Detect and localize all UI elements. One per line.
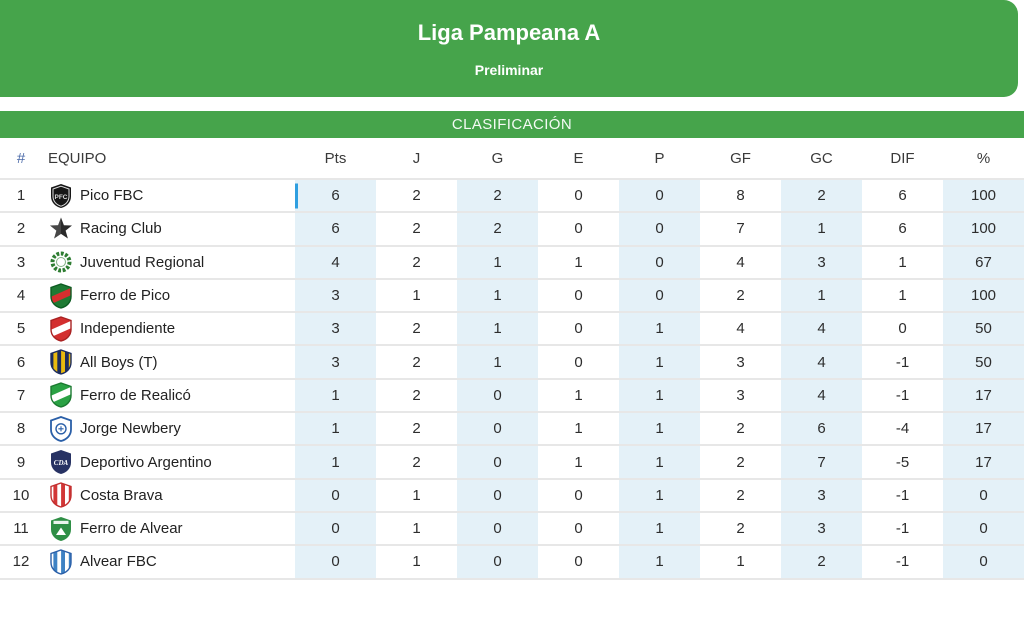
stat-j: 2: [412, 320, 421, 338]
stat-dif: -5: [895, 453, 910, 471]
stat-e: 0: [574, 520, 583, 538]
table-row[interactable]: [0, 344, 1024, 377]
team-name: Ferro de Realicó: [80, 386, 191, 404]
table-row[interactable]: [0, 378, 1024, 411]
stat-e: 0: [574, 320, 583, 338]
svg-text:CDA: CDA: [53, 459, 69, 468]
stat-dif: 0: [898, 320, 907, 338]
stat-gc: 3: [781, 480, 862, 511]
stat-pct: 0: [943, 546, 1024, 577]
stat-gc: 4: [781, 346, 862, 377]
team-crest-icon: [42, 249, 80, 275]
stat-e: 1: [574, 386, 583, 404]
team-crest-icon: [42, 516, 80, 542]
stat-gf: 2: [736, 520, 745, 538]
stat-pts: 1: [295, 380, 376, 411]
rank-cell: 12: [12, 553, 30, 571]
stat-g: 0: [457, 413, 538, 444]
column-header-gf: GF: [730, 149, 751, 167]
stat-g: 0: [457, 480, 538, 511]
stat-dif: -1: [895, 386, 910, 404]
column-header-g: G: [491, 149, 504, 167]
stat-e: 1: [574, 453, 583, 471]
team-crest-icon: [42, 382, 80, 408]
stat-pts: 6: [295, 180, 376, 211]
stat-j: 2: [412, 253, 421, 271]
stat-gf: 8: [736, 187, 745, 205]
team-crest-icon: [42, 482, 80, 508]
table-row[interactable]: [0, 311, 1024, 344]
stat-pct: 17: [943, 380, 1024, 411]
stat-p: 1: [619, 313, 700, 344]
team-crest-icon: [42, 449, 80, 475]
stat-gc: 3: [781, 247, 862, 278]
stat-p: 1: [619, 446, 700, 477]
stat-pct: 17: [943, 413, 1024, 444]
table-row[interactable]: [0, 178, 1024, 211]
stat-gf: 2: [736, 486, 745, 504]
classification-label: CLASIFICACIÓN: [451, 116, 573, 133]
team-crest-icon: [42, 183, 80, 209]
column-header-dif: DIF: [890, 149, 915, 167]
column-header-team: EQUIPO: [48, 149, 107, 167]
stat-g: 2: [457, 180, 538, 211]
table-row[interactable]: [0, 245, 1024, 278]
stat-gc: 3: [781, 513, 862, 544]
stat-pct: 0: [943, 513, 1024, 544]
stat-dif: -1: [895, 486, 910, 504]
stat-p: 0: [619, 247, 700, 278]
stat-p: 0: [619, 280, 700, 311]
rank-cell: 2: [16, 220, 26, 238]
stat-g: 0: [457, 446, 538, 477]
stat-p: 1: [619, 413, 700, 444]
team-name: Ferro de Pico: [80, 287, 171, 305]
stat-gc: 6: [781, 413, 862, 444]
rank-cell: 3: [16, 253, 26, 271]
stat-j: 1: [412, 486, 421, 504]
stat-g: 0: [457, 513, 538, 544]
stat-gc: 4: [781, 313, 862, 344]
rank-cell: 7: [16, 386, 26, 404]
stat-p: 1: [619, 346, 700, 377]
stat-gf: 3: [736, 353, 745, 371]
stat-e: 0: [574, 187, 583, 205]
stat-gc: 2: [781, 180, 862, 211]
stat-pts: 1: [295, 446, 376, 477]
table-row[interactable]: [0, 444, 1024, 477]
stat-j: 2: [412, 220, 421, 238]
stat-gf: 2: [736, 287, 745, 305]
stage-subtitle: Preliminar: [474, 62, 544, 78]
stat-j: 2: [412, 187, 421, 205]
team-crest-icon: [42, 283, 80, 309]
stat-j: 2: [412, 453, 421, 471]
stat-e: 0: [574, 553, 583, 571]
stat-g: 1: [457, 247, 538, 278]
rank-cell: 5: [16, 320, 26, 338]
stat-dif: 6: [898, 187, 907, 205]
stat-pts: 0: [295, 546, 376, 577]
column-header-j: J: [412, 149, 421, 167]
stat-g: 1: [457, 346, 538, 377]
stat-j: 1: [412, 520, 421, 538]
stat-g: 1: [457, 313, 538, 344]
stat-j: 2: [412, 353, 421, 371]
table-row[interactable]: [0, 511, 1024, 544]
stat-dif: -4: [895, 420, 910, 438]
team-crest-icon: [42, 216, 80, 242]
rank-cell: 6: [16, 353, 26, 371]
stat-dif: -1: [895, 353, 910, 371]
stat-gc: 4: [781, 380, 862, 411]
team-name: Jorge Newbery: [80, 420, 181, 438]
stat-p: 0: [619, 180, 700, 211]
stat-pts: 3: [295, 280, 376, 311]
stat-pct: 100: [943, 180, 1024, 211]
stat-gc: 7: [781, 446, 862, 477]
column-header-pct: %: [976, 149, 991, 167]
stat-dif: -1: [895, 553, 910, 571]
table-row[interactable]: [0, 411, 1024, 444]
stat-gf: 4: [736, 320, 745, 338]
rank-cell: 4: [16, 287, 26, 305]
stat-j: 2: [412, 386, 421, 404]
stat-gf: 7: [736, 220, 745, 238]
stat-g: 0: [457, 380, 538, 411]
stat-gc: 1: [781, 213, 862, 244]
stat-gf: 2: [736, 420, 745, 438]
table-row[interactable]: [0, 278, 1024, 311]
stat-dif: -1: [895, 520, 910, 538]
stat-j: 1: [412, 553, 421, 571]
team-name: Independiente: [80, 320, 176, 338]
team-crest-icon: [42, 549, 80, 575]
rank-cell: 9: [16, 453, 26, 471]
team-name: Costa Brava: [80, 486, 163, 504]
stat-p: 1: [619, 513, 700, 544]
stat-e: 0: [574, 353, 583, 371]
stat-gf: 4: [736, 253, 745, 271]
table-header-row: [0, 138, 1024, 178]
rank-cell: 8: [16, 420, 26, 438]
table-body: [0, 178, 1024, 580]
stat-p: 1: [619, 546, 700, 577]
column-header-pts: Pts: [324, 149, 347, 167]
team-crest-icon: [42, 349, 80, 375]
team-name: All Boys (T): [80, 353, 158, 371]
stat-pts: 3: [295, 313, 376, 344]
stat-pts: 0: [295, 480, 376, 511]
svg-text:PFC: PFC: [54, 193, 68, 201]
stat-pts: 0: [295, 513, 376, 544]
stat-gf: 1: [736, 553, 745, 571]
stat-e: 0: [574, 220, 583, 238]
stat-j: 2: [412, 420, 421, 438]
stat-pct: 100: [943, 213, 1024, 244]
stat-pct: 50: [943, 346, 1024, 377]
stat-p: 1: [619, 380, 700, 411]
stat-gf: 3: [736, 386, 745, 404]
stat-dif: 1: [898, 253, 907, 271]
league-title: Liga Pampeana A: [417, 20, 601, 45]
stat-pct: 50: [943, 313, 1024, 344]
stat-e: 0: [574, 287, 583, 305]
stat-e: 1: [574, 253, 583, 271]
stat-pts: 1: [295, 413, 376, 444]
team-name: Juventud Regional: [80, 253, 205, 271]
team-name: Pico FBC: [80, 187, 144, 205]
column-header-p: P: [654, 149, 665, 167]
table-row[interactable]: [0, 544, 1024, 577]
column-header-gc: GC: [810, 149, 833, 167]
stat-pct: 17: [943, 446, 1024, 477]
team-crest-icon: [42, 416, 80, 442]
team-name: Racing Club: [80, 220, 162, 238]
team-name: Ferro de Alvear: [80, 520, 183, 538]
league-banner: [0, 0, 1018, 97]
stat-p: 0: [619, 213, 700, 244]
rank-cell: 1: [16, 187, 26, 205]
stat-g: 2: [457, 213, 538, 244]
standings-table: [0, 138, 1024, 580]
stat-e: 0: [574, 486, 583, 504]
stat-e: 1: [574, 420, 583, 438]
stat-g: 0: [457, 546, 538, 577]
stat-j: 1: [412, 287, 421, 305]
column-header-e: E: [573, 149, 584, 167]
table-row[interactable]: [0, 211, 1024, 244]
stat-pct: 0: [943, 480, 1024, 511]
text-cursor: [295, 183, 298, 208]
stat-gc: 1: [781, 280, 862, 311]
classification-header: [0, 111, 1024, 138]
team-crest-icon: [42, 316, 80, 342]
column-header-rank: #: [16, 149, 26, 167]
stat-pct: 67: [943, 247, 1024, 278]
stat-p: 1: [619, 480, 700, 511]
stat-g: 1: [457, 280, 538, 311]
stat-dif: 1: [898, 287, 907, 305]
team-name: Alvear FBC: [80, 553, 157, 571]
rank-cell: 10: [12, 486, 30, 504]
table-row[interactable]: [0, 478, 1024, 511]
stat-pts: 3: [295, 346, 376, 377]
stat-pts: 4: [295, 247, 376, 278]
team-name: Deportivo Argentino: [80, 453, 212, 471]
stat-pts: 6: [295, 213, 376, 244]
stat-dif: 6: [898, 220, 907, 238]
stat-gf: 2: [736, 453, 745, 471]
stat-gc: 2: [781, 546, 862, 577]
stat-pct: 100: [943, 280, 1024, 311]
rank-cell: 11: [13, 520, 29, 538]
